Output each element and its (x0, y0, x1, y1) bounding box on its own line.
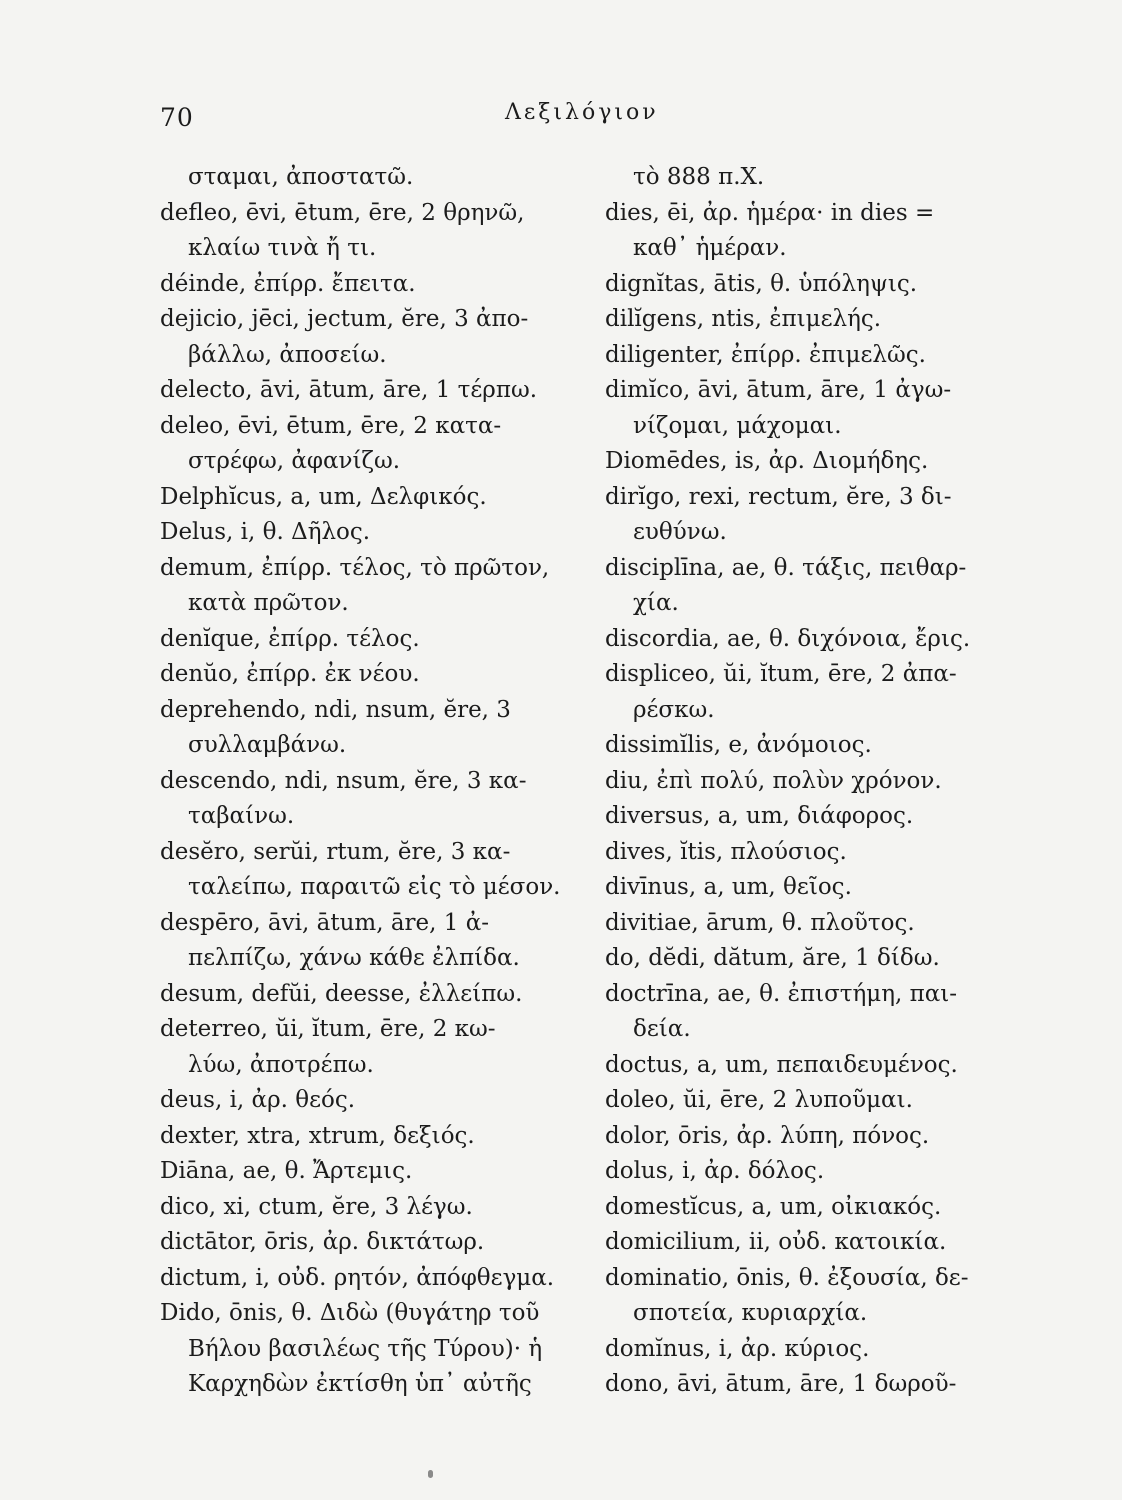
dictionary-line: dolor, ōris, ἀρ. λύπη, πόνος. (605, 1122, 930, 1149)
dictionary-line: ταλείπω, παραιτῶ εἰς τὸ μέσον. (188, 874, 561, 900)
dictionary-line: deterreo, ŭi, ĭtum, ēre, 2 κω- (160, 1016, 496, 1042)
dictionary-line: dejicio, jēci, jectum, ĕre, 3 ἀπο- (160, 306, 529, 332)
dictionary-line: σταμαι, ἀποστατῶ. (188, 164, 414, 190)
dictionary-line: dissimĭlis, e, ἀνόμοιος. (605, 732, 872, 758)
dictionary-line: στρέφω, ἀφανίζω. (188, 448, 401, 474)
dictionary-line: dico, xi, ctum, ĕre, 3 λέγω. (160, 1193, 473, 1220)
dictionary-line: delecto, āvi, ātum, āre, 1 τέρπω. (160, 377, 538, 403)
dictionary-line: dilĭgens, ntis, ἐπιμελής. (605, 306, 882, 332)
dictionary-line: diversus, a, um, διάφορος. (605, 803, 914, 829)
dictionary-line: domicilium, ii, οὐδ. κατοικία. (605, 1229, 947, 1255)
dictionary-line: dexter, xtra, xtrum, δεξιός. (160, 1122, 475, 1149)
dictionary-line: divīnus, a, um, θεῖος. (605, 874, 852, 900)
dictionary-line: defleo, ēvi, ētum, ēre, 2 θρηνῶ, (160, 199, 525, 226)
dictionary-line: dirĭgo, rexi, rectum, ĕre, 3 δι- (605, 483, 952, 510)
dictionary-line: divitiae, ārum, θ. πλοῦτος. (605, 909, 915, 936)
dictionary-line: Καρχηδὼν ἐκτίσθη ὑπ᾽ αὐτῆς (188, 1371, 532, 1397)
dictionary-line: συλλαμβάνω. (188, 732, 347, 758)
right-column (605, 160, 1045, 1403)
dictionary-line: Βήλου βασιλέως τῆς Τύρου)· ἡ (188, 1335, 543, 1362)
dictionary-line: desĕro, serŭi, rtum, ĕre, 3 κα- (160, 838, 511, 865)
dictionary-line: déinde, ἐπίρρ. ἔπειτα. (160, 270, 416, 297)
dictionary-line: despēro, āvi, ātum, āre, 1 ἀ- (160, 909, 490, 936)
dictionary-line: dignĭtas, ātis, θ. ὑπόληψις. (605, 270, 918, 297)
dictionary-line: τὸ 888 π.Χ. (633, 164, 765, 190)
dictionary-line: νίζομαι, μάχομαι. (633, 412, 842, 439)
dictionary-line: dominatio, ōnis, θ. ἐξουσία, δε- (605, 1264, 969, 1291)
dictionary-line: ρέσκω. (633, 696, 715, 723)
running-head: Λεξιλόγιον (505, 100, 659, 125)
dictionary-line: Diomēdes, is, ἀρ. Διομήδης. (605, 448, 929, 474)
dictionary-line: ταβαίνω. (188, 803, 295, 829)
dictionary-line: descendo, ndi, nsum, ĕre, 3 κα- (160, 767, 527, 794)
dictionary-line: βάλλω, ἀποσείω. (188, 341, 387, 368)
dictionary-line: desum, defŭi, deesse, ἐλλείπω. (160, 980, 523, 1007)
dictionary-line: domestĭcus, a, um, οἰκιακός. (605, 1193, 942, 1220)
dictionary-line: σποτεία, κυριαρχία. (633, 1300, 868, 1326)
dictionary-line: displiceo, ŭi, ĭtum, ēre, 2 ἀπα- (605, 661, 957, 687)
dictionary-line: denŭo, ἐπίρρ. ἐκ νέου. (160, 661, 420, 687)
dictionary-line: deprehendo, ndi, nsum, ĕre, 3 (160, 696, 511, 723)
dictionary-line: dictum, i, οὐδ. ρητόν, ἀπόφθεγμα. (160, 1264, 555, 1291)
dictionary-line: diligenter, ἐπίρρ. ἐπιμελῶς. (605, 341, 926, 368)
dictionary-line: dives, ĭtis, πλούσιος. (605, 838, 847, 865)
dictionary-line: domĭnus, i, ἀρ. κύριος. (605, 1335, 870, 1362)
dictionary-line: Delphĭcus, a, um, Δελφικός. (160, 483, 487, 510)
dictionary-line: discordia, ae, θ. διχόνοια, ἔρις. (605, 625, 971, 652)
paper-speck (428, 1470, 433, 1478)
dictionary-line: deleo, ēvi, ētum, ēre, 2 κατα- (160, 412, 502, 439)
dictionary-line: κλαίω τινὰ ἤ τι. (188, 235, 377, 261)
dictionary-line: do, dĕdi, dătum, ăre, 1 δίδω. (605, 945, 940, 971)
dictionary-line: Dido, ōnis, θ. Διδὼ (θυγάτηρ τοῦ (160, 1300, 540, 1326)
dictionary-line: denĭque, ἐπίρρ. τέλος. (160, 625, 420, 652)
dictionary-line: δεία. (633, 1016, 691, 1042)
dictionary-line: deus, i, ἀρ. θεός. (160, 1087, 356, 1113)
dictionary-line: disciplīna, ae, θ. τάξις, πειθαρ- (605, 554, 967, 581)
dictionary-line: λύω, ἀποτρέπω. (188, 1051, 374, 1078)
dictionary-line: dictātor, ōris, ἀρ. δικτάτωρ. (160, 1229, 485, 1255)
dictionary-line: πελπίζω, χάνω κάθε ἐλπίδα. (188, 945, 520, 971)
dictionary-line: dono, āvi, ātum, āre, 1 δωροῦ- (605, 1371, 957, 1397)
dictionary-line: κατὰ πρῶτον. (188, 590, 349, 616)
dictionary-line: dimĭco, āvi, ātum, āre, 1 ἀγω- (605, 377, 952, 403)
dictionary-line: καθ᾽ ἡμέραν. (633, 235, 787, 261)
dictionary-line: Delus, i, θ. Δῆλος. (160, 519, 371, 545)
dictionary-line: diu, ἐπὶ πολύ, πολὺν χρόνον. (605, 767, 942, 794)
page-number: 70 (160, 103, 194, 132)
dictionary-line: demum, ἐπίρρ. τέλος, τὸ πρῶτον, (160, 554, 550, 581)
dictionary-line: Diāna, ae, θ. Ἄρτεμις. (160, 1158, 413, 1184)
dictionary-line: dolus, i, ἀρ. δόλος. (605, 1158, 825, 1184)
dictionary-line: doleo, ŭi, ēre, 2 λυποῦμαι. (605, 1087, 913, 1113)
dictionary-line: dies, ēi, ἀρ. ἡμέρα· in dies = (605, 199, 935, 226)
left-column (160, 160, 580, 1403)
dictionary-line: doctus, a, um, πεπαιδευμένος. (605, 1051, 958, 1078)
dictionary-line: doctrīna, ae, θ. ἐπιστήμη, παι- (605, 980, 958, 1007)
dictionary-line: ευθύνω. (633, 519, 727, 545)
dictionary-line: χία. (633, 590, 679, 616)
